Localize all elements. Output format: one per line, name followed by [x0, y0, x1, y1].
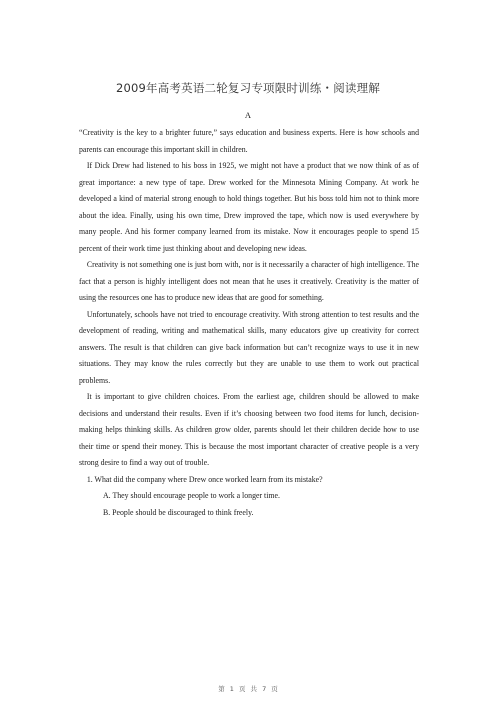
question: 1. What did the company where Drew once worked learn from its mistake?: [86, 474, 323, 484]
paragraph: If Dick Drew had listened to his boss in 1925, we might not have a product that we now think of as of great importance: a new type of tape. Drew worked for the Minnesota Mining Company. At work he developed a kind of material strong enough to hold things together. But his boss told him not to think more about the idea. Finally, using his own time, Drew improved the tape, which now is used everywhere by many people. And his former company learned from its mistake. Now it encourages people to spend 15 percent of their work time just thinking about and developing new ideas.: [79, 161, 419, 253]
paragraph: “Creativity is the key to a brighter future,” says education and business experts. Here is how schools and parents can encourage this important skill in children.: [79, 128, 419, 154]
passage-body: [79, 125, 419, 521]
paragraph: Unfortunately, schools have not tried to encourage creativity. With strong attention to test results and the development of reading, writing and mathematical skills, many educators give up creativity for correct answers. The result is that children can give back information but can’t recognize ways to use it in new situations. They may know the rules correctly but they are unable to use them to work out practical problems.: [79, 309, 419, 385]
section-label: A: [244, 110, 252, 120]
paragraph: It is important to give children choices. From the earliest age, children should be allowed to make decisions and understand their results. Even if it’s choosing between two food items for lunch, decision-making helps thinking skills. As children grow older, parents should let their children decide how to use their time or spend their money. This is because the most important character of creative people is a very strong desire to find a way out of trouble.: [79, 392, 419, 467]
answer-option: A. They should encourage people to work a longer time.: [103, 491, 280, 500]
page-footer: 第 1 页 共 7 页: [218, 685, 278, 693]
paragraph: Creativity is not something one is just born with, nor is it necessarily a character of high intelligence. The fact that a person is highly intelligent does not mean that he uses it creatively. Creativity is the matter of using the resources one has to produce new ideas that are good for something.: [79, 260, 419, 302]
document-title: 2009年高考英语二轮复习专项限时训练・阅读理解: [115, 81, 381, 95]
answer-option: B. People should be discouraged to think freely.: [103, 507, 254, 517]
